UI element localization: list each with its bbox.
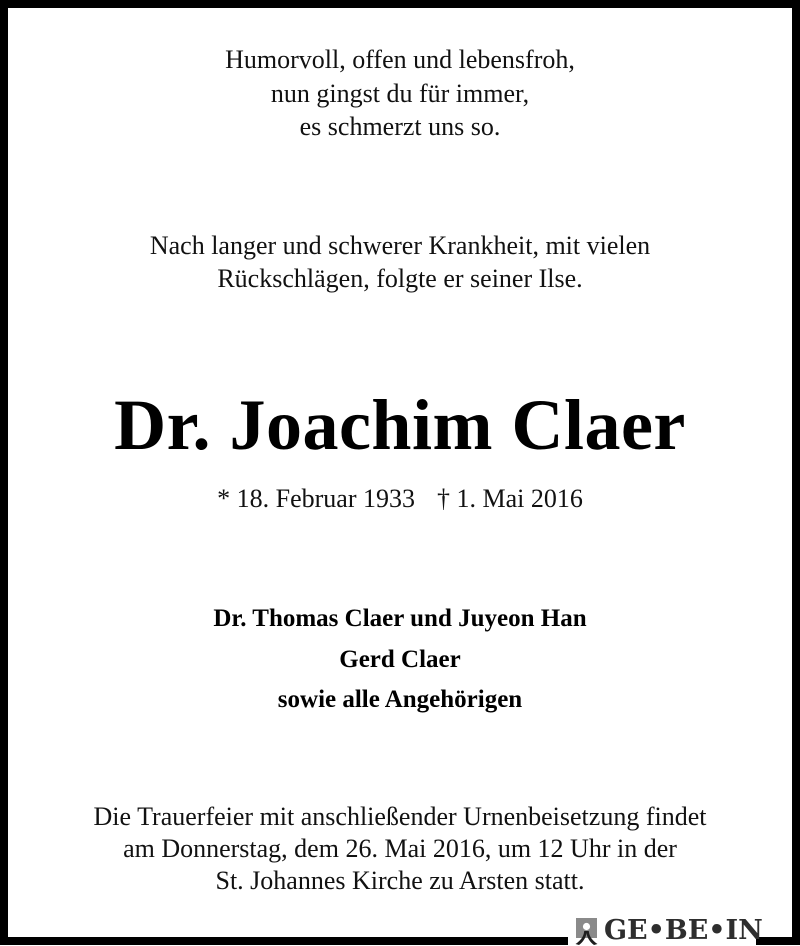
service-line: am Donnerstag, dem 26. Mai 2016, um 12 Uhr in der bbox=[123, 834, 677, 863]
mourners-list bbox=[8, 599, 792, 721]
death-date: † 1. Mai 2016 bbox=[436, 484, 583, 513]
service-line: St. Johannes Kirche zu Arsten statt. bbox=[215, 866, 585, 895]
intro-text bbox=[8, 229, 792, 295]
memorial-verse bbox=[8, 43, 792, 144]
gebein-person-icon bbox=[575, 918, 598, 945]
verse-line: Humorvoll, offen und lebensfroh, bbox=[225, 45, 575, 74]
verse-line: es schmerzt uns so. bbox=[299, 112, 501, 141]
verse-line: nun gingst du für immer, bbox=[270, 78, 530, 108]
intro-line: Rückschlägen, folgte er seiner Ilse. bbox=[217, 264, 583, 293]
birth-date: * 18. Februar 1933 bbox=[217, 484, 415, 513]
funeral-service-info bbox=[8, 801, 792, 897]
frame-border-left bbox=[0, 0, 8, 945]
service-line: Die Trauerfeier mit anschließender Urnenbeisetzung findet bbox=[93, 802, 707, 831]
mourner-line: sowie alle Angehörigen bbox=[277, 686, 523, 713]
deceased-name: Dr. Joachim Claer bbox=[114, 385, 686, 465]
logo-text: GE•BE•IN bbox=[604, 915, 763, 946]
life-dates bbox=[8, 483, 792, 515]
gebein-logo bbox=[568, 914, 763, 946]
mourner-line: Gerd Claer bbox=[339, 645, 461, 673]
frame-border-top bbox=[0, 0, 800, 8]
frame-border-right bbox=[792, 0, 800, 945]
frame-border-bottom-left bbox=[0, 937, 568, 945]
intro-line: Nach langer und schwerer Krankheit, mit vielen bbox=[149, 231, 651, 260]
mourner-line: Dr. Thomas Claer und Juyeon Han bbox=[213, 605, 587, 632]
